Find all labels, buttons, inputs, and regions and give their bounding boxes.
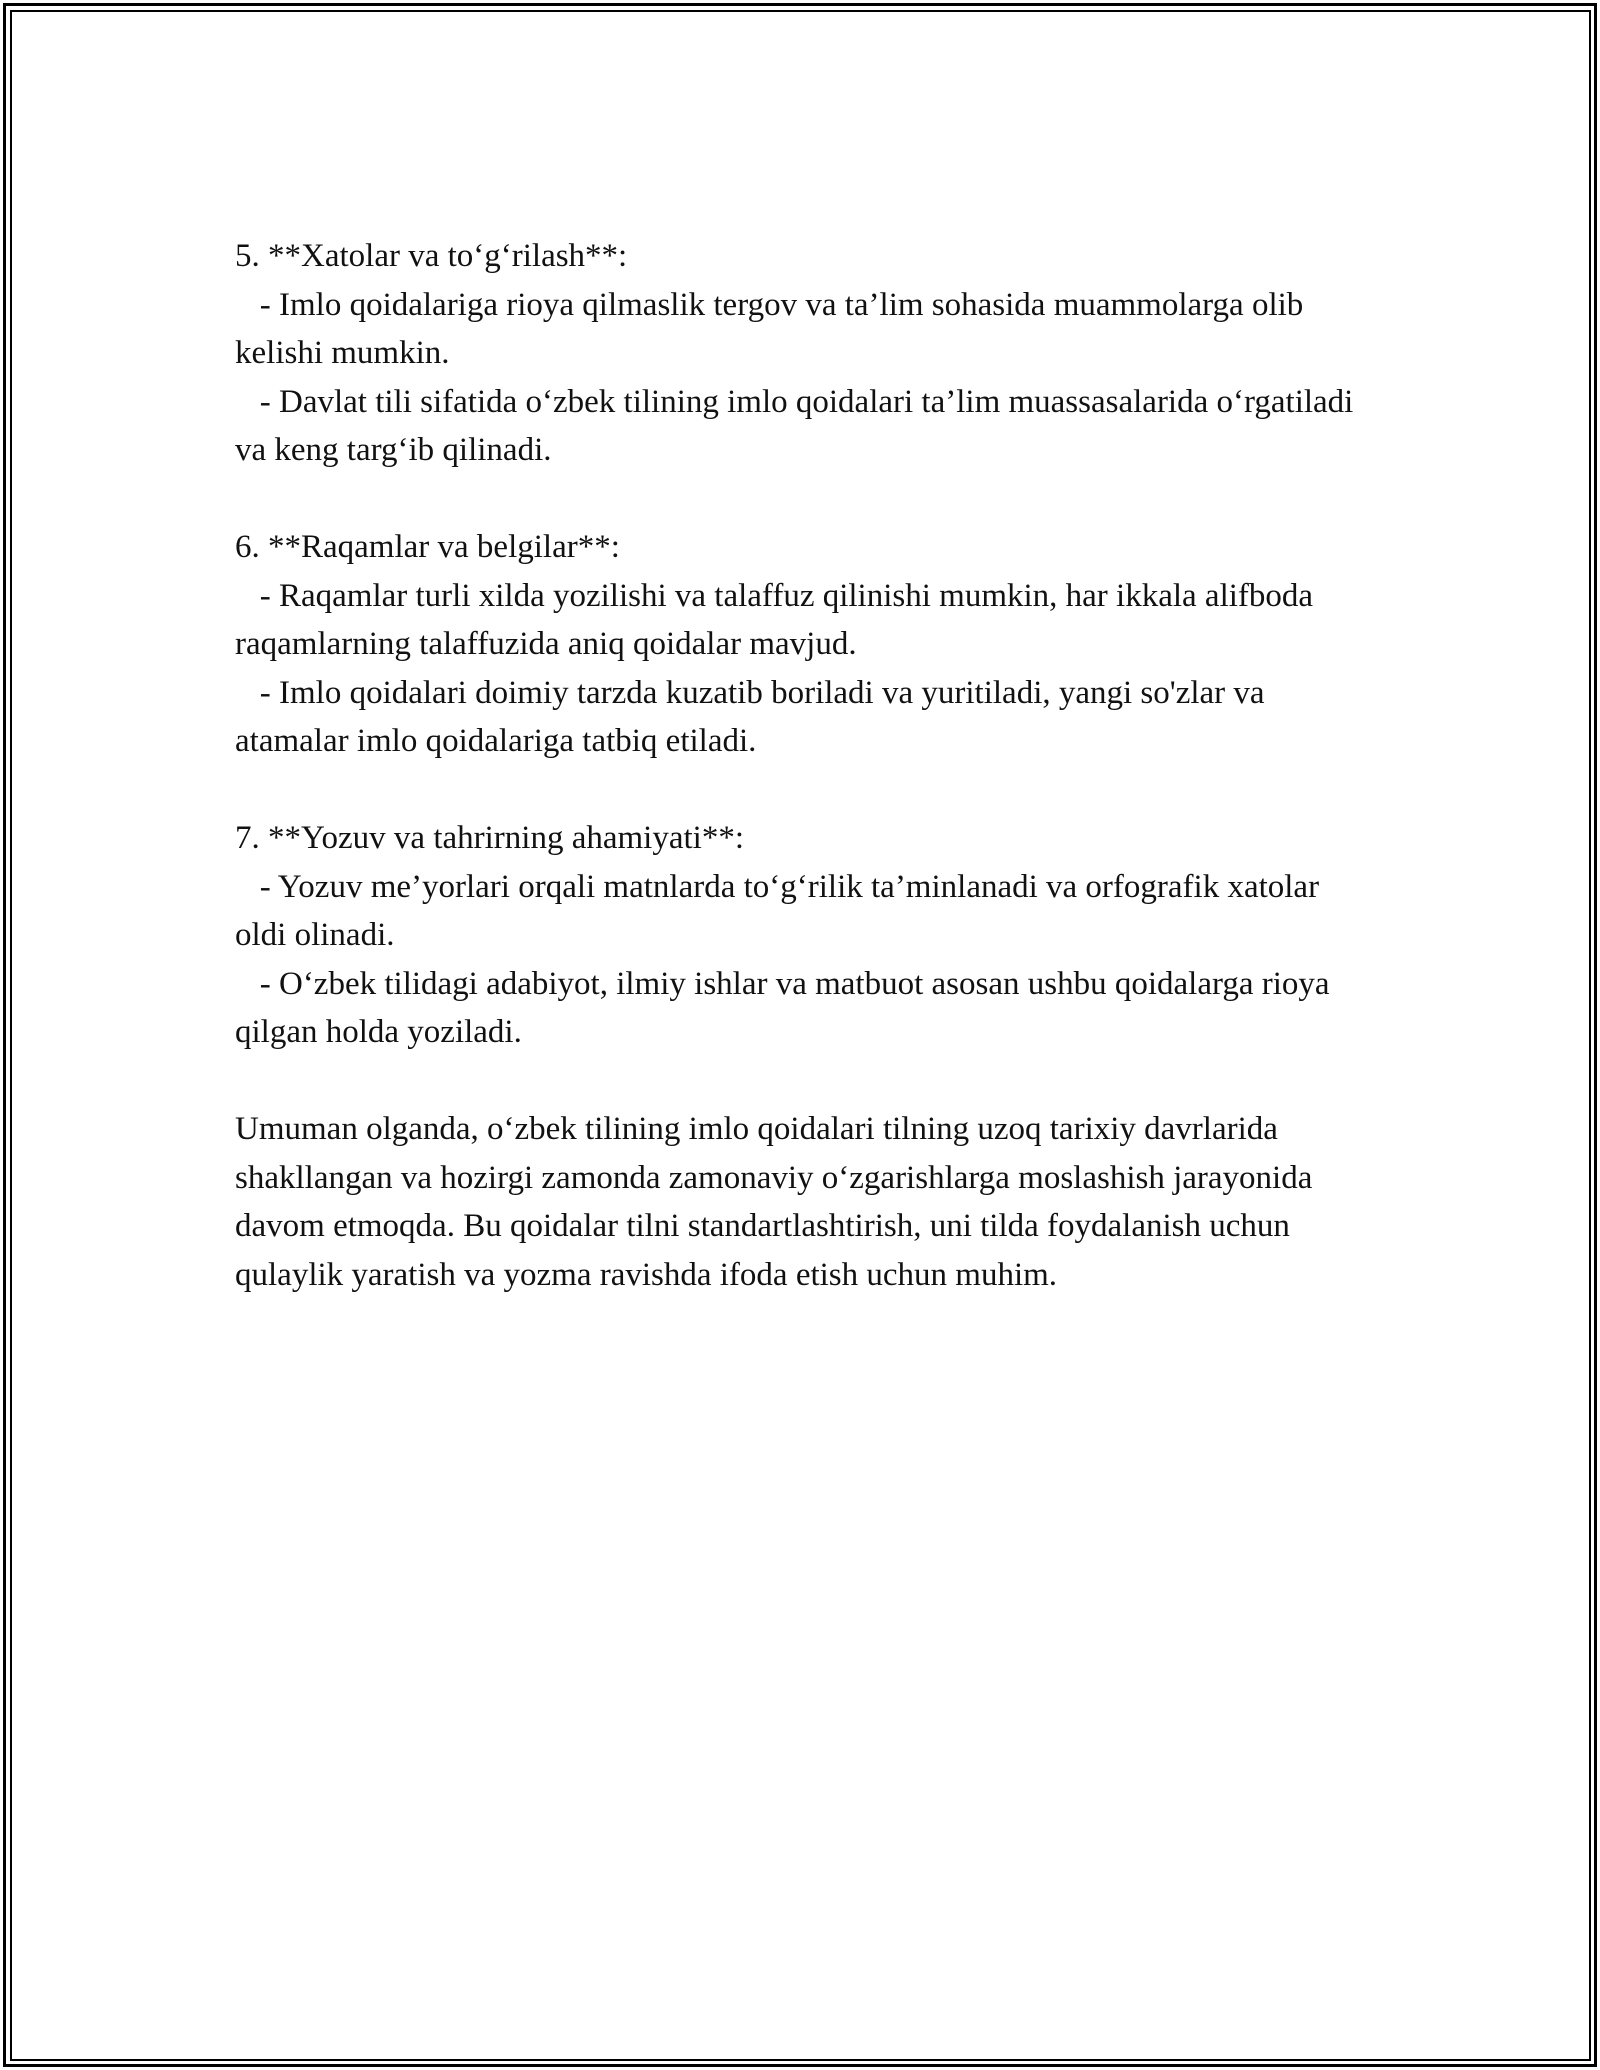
document-body <box>235 232 1375 1299</box>
section-heading: 7. **Yozuv va tahrirning ahamiyati**: <box>235 820 744 856</box>
paragraph-gap <box>235 766 1375 815</box>
section-bullet: - Davlat tili sifatida o‘zbek tilining imlo qoidalari ta’lim muassasalarida o‘rgatiladi va keng targ‘ib qilinadi. <box>235 383 1362 468</box>
section-5 <box>235 232 1375 475</box>
section-bullet: - O‘zbek tilidagi adabiyot, ilmiy ishlar va matbuot asosan ushbu qoidalarga rioya qilgan holda yoziladi. <box>235 965 1338 1050</box>
section-heading: 6. **Raqamlar va belgilar**: <box>235 529 620 565</box>
section-bullet: - Yozuv me’yorlari orqali matnlarda to‘g‘rilik ta’minlanadi va orfografik xatolar oldi olinadi. <box>235 868 1328 953</box>
paragraph-gap <box>235 475 1375 524</box>
section-bullet: - Imlo qoidalariga rioya qilmaslik tergov va ta’lim sohasida muammolarga olib kelishi mumkin. <box>235 286 1312 371</box>
section-bullet: - Raqamlar turli xilda yozilishi va talaffuz qilinishi mumkin, har ikkala alifboda raqamlarning talaffuzida aniq qoidalar mavjud. <box>235 577 1322 662</box>
conclusion-paragraph: Umuman olganda, o‘zbek tilining imlo qoidalari tilning uzoq tarixiy davrlarida shakllangan va hozirgi zamonda zamonaviy o‘zgarishlarga moslashish jarayonida davom etmoqda. Bu qoidalar tilni standartlashtirish, uni tilda foydalanish uchun qulaylik yaratish va yozma ravishda ifoda etish uchun muhim. <box>235 1111 1321 1293</box>
paragraph-gap <box>235 1057 1375 1106</box>
section-heading: 5. **Xatolar va to‘g‘rilash**: <box>235 238 628 274</box>
section-7 <box>235 814 1375 1057</box>
section-6 <box>235 523 1375 766</box>
section-bullet: - Imlo qoidalari doimiy tarzda kuzatib boriladi va yuritiladi, yangi so'zlar va atamalar imlo qoidalariga tatbiq etiladi. <box>235 674 1273 759</box>
